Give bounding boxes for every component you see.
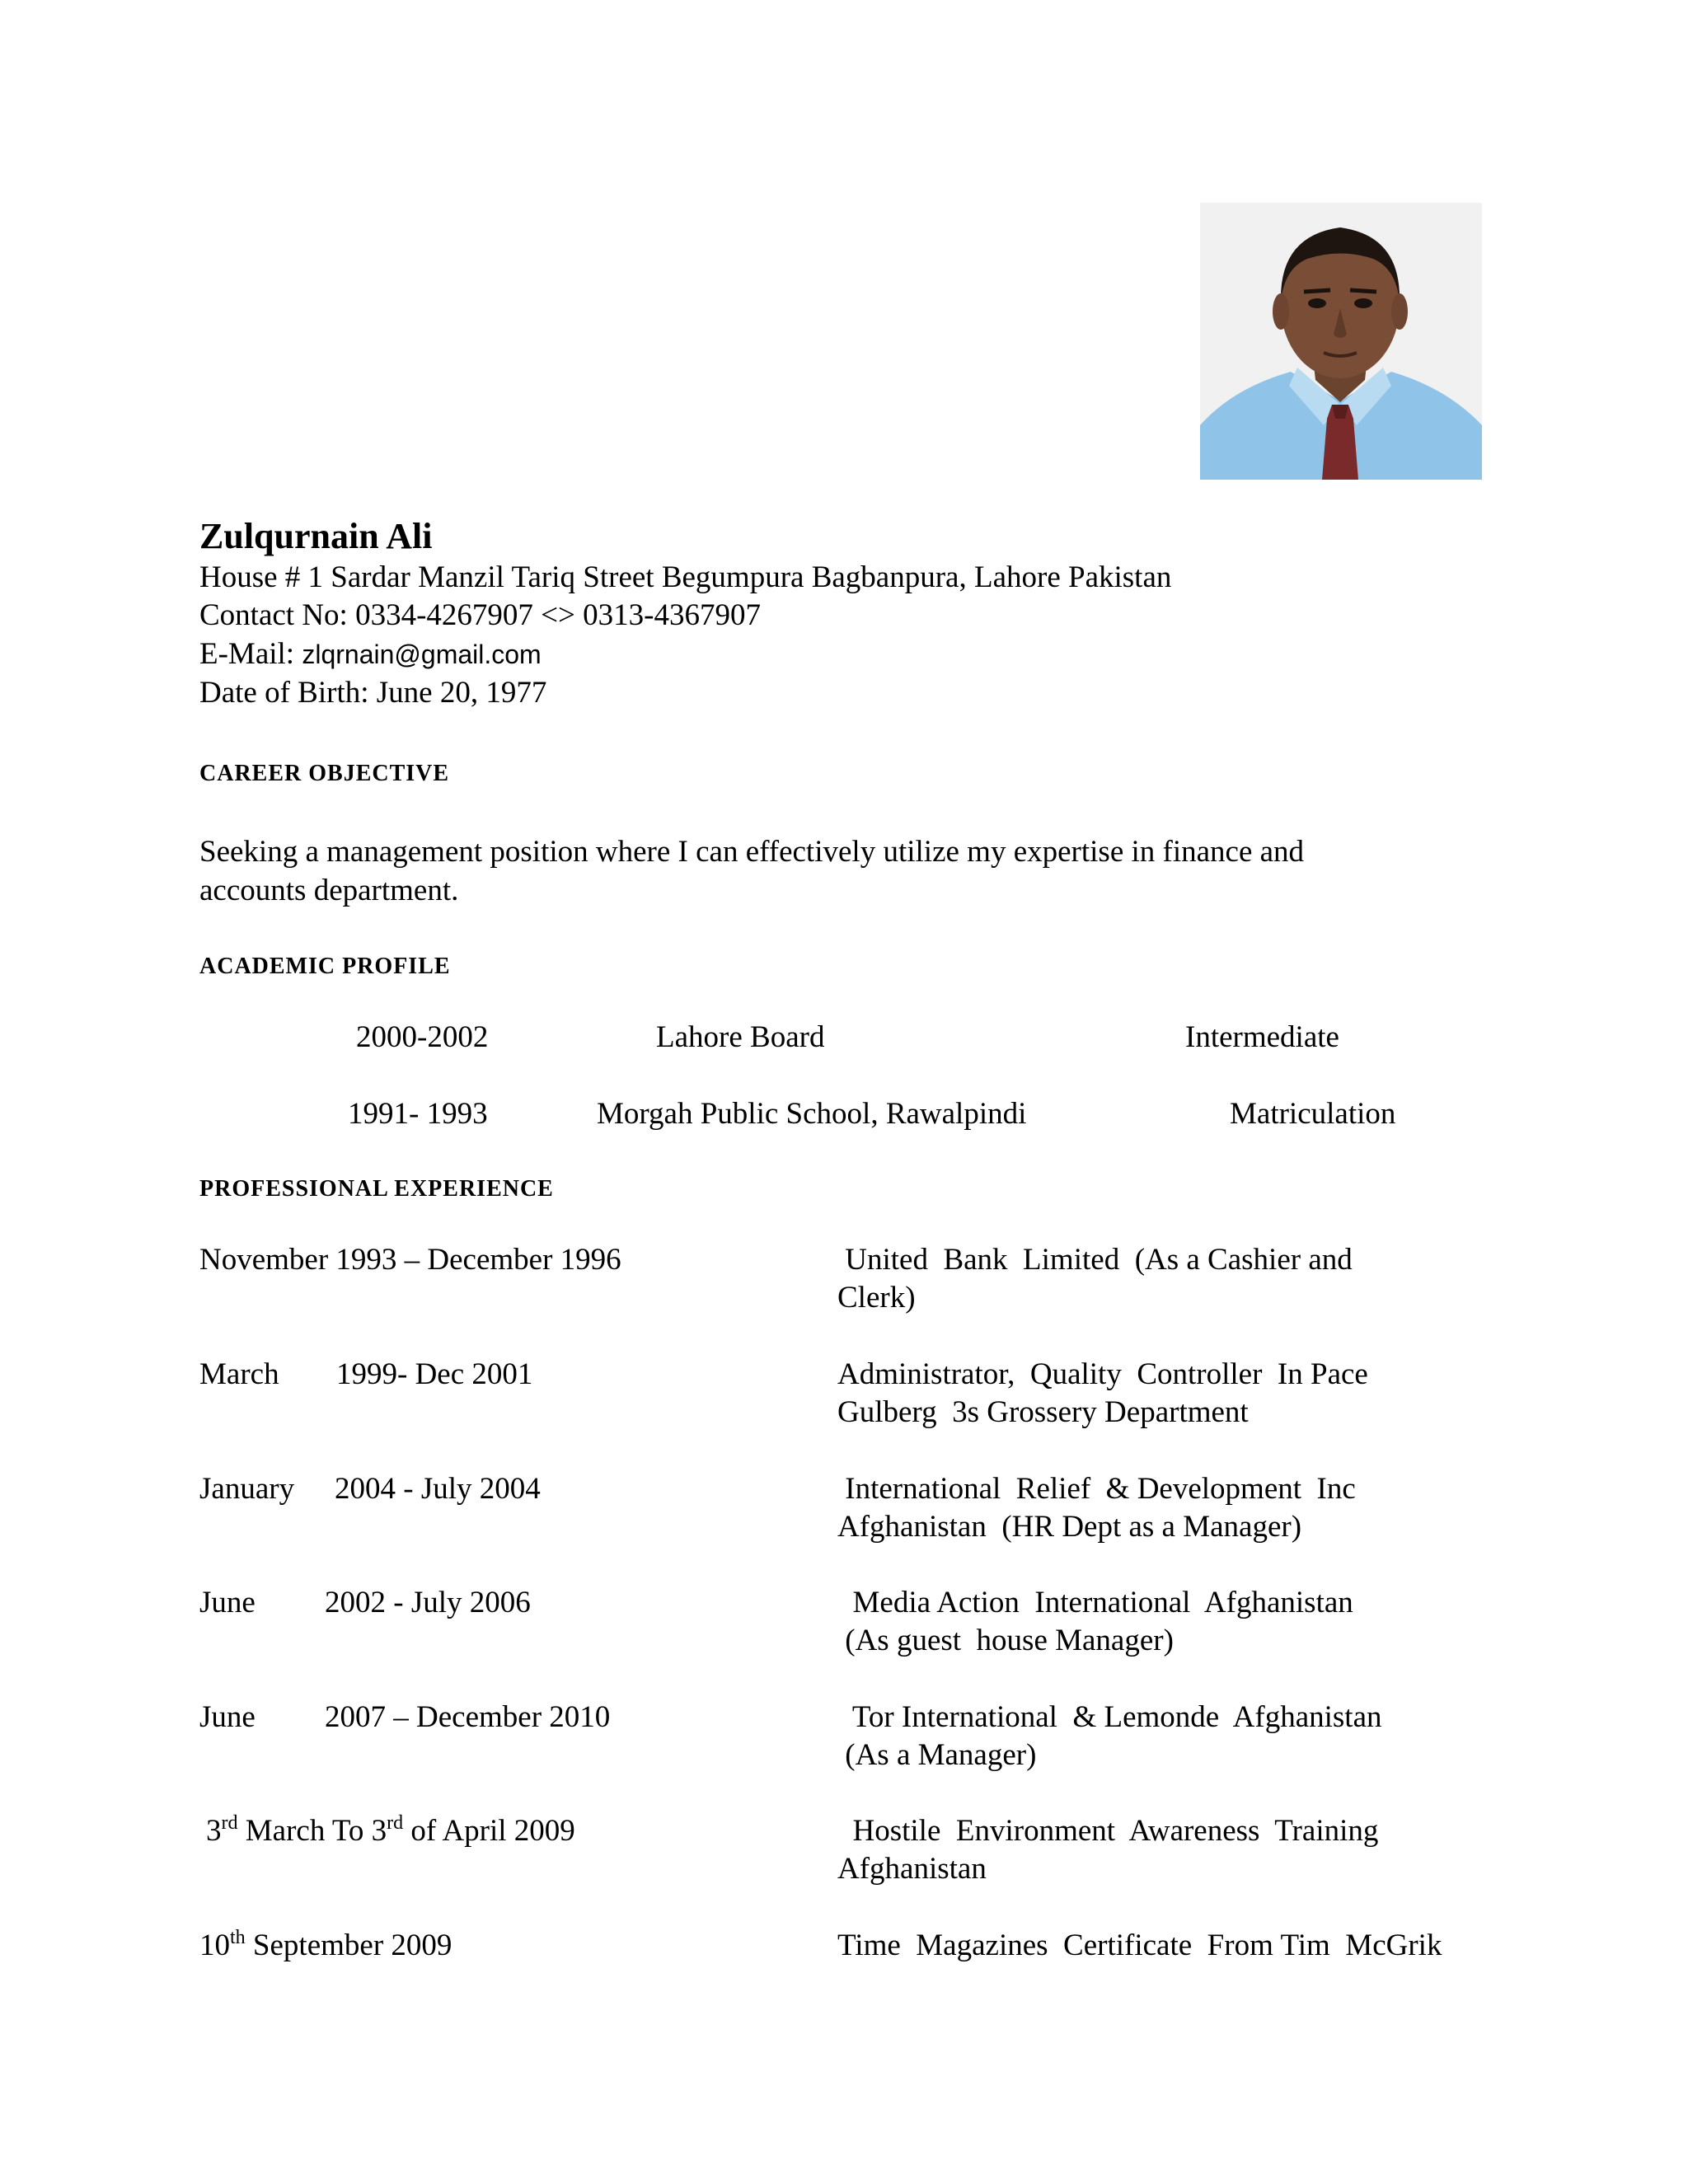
- contact-value: 0334-4267907 <> 0313-4367907: [355, 598, 761, 632]
- profile-photo: [1200, 203, 1482, 480]
- candidate-name: Zulqurnain Ali: [199, 516, 433, 556]
- email-line: [199, 635, 542, 673]
- training-period-rest: of April 2009: [403, 1814, 575, 1848]
- objective-line-2: accounts department.: [199, 874, 459, 907]
- academic-institution: Lahore Board: [656, 1020, 825, 1054]
- objective-line-1: Seeking a management position where I can effectively utilize my expertise in finance and: [199, 835, 1305, 869]
- experience-description-cont: Afghanistan (HR Dept as a Manager): [837, 1510, 1302, 1544]
- training-period: [206, 1812, 575, 1850]
- academic-profile-heading: ACADEMIC PROFILE: [199, 954, 451, 979]
- training-day: 3: [206, 1814, 222, 1848]
- training-period-mid: March To 3: [237, 1814, 387, 1848]
- experience-period-month: March: [199, 1357, 279, 1391]
- experience-period-month: June: [199, 1700, 256, 1734]
- address-line: House # 1 Sardar Manzil Tariq Street Begumpura Bagbanpura, Lahore Pakistan: [199, 560, 1172, 594]
- training-description: Hostile Environment Awareness Training: [837, 1814, 1379, 1848]
- experience-description: International Relief & Development Inc: [837, 1472, 1356, 1506]
- experience-description: United Bank Limited (As a Cashier and: [837, 1243, 1353, 1277]
- training-description-cont: Afghanistan: [837, 1852, 987, 1886]
- ordinal-suffix: rd: [221, 1812, 238, 1834]
- contact-label: Contact No:: [199, 598, 348, 632]
- portrait-image: [1200, 203, 1482, 480]
- experience-description-cont: (As guest house Manager): [837, 1624, 1174, 1657]
- experience-description: Tor International & Lemonde Afghanistan: [837, 1700, 1382, 1734]
- academic-years: 2000-2002: [356, 1020, 489, 1054]
- experience-period-range: 2002 - July 2006: [325, 1586, 531, 1619]
- experience-period-month: June: [199, 1586, 256, 1619]
- experience-description-cont: (As a Manager): [837, 1738, 1037, 1772]
- career-objective-heading: CAREER OBJECTIVE: [199, 761, 450, 786]
- dob-label: Date of Birth:: [199, 676, 369, 710]
- experience-period-range: 1999- Dec 2001: [336, 1357, 533, 1391]
- academic-level: Matriculation: [1230, 1097, 1396, 1131]
- dob-line: [199, 674, 546, 712]
- academic-years: 1991- 1993: [348, 1097, 488, 1131]
- professional-experience-heading: PROFESSIONAL EXPERIENCE: [199, 1176, 554, 1202]
- experience-description: Administrator, Quality Controller In Pace: [837, 1357, 1368, 1391]
- email-value: zlqrnain@gmail.com: [302, 640, 542, 669]
- experience-period-range: 2004 - July 2004: [335, 1472, 541, 1506]
- dob-value: June 20, 1977: [376, 676, 547, 710]
- ordinal-suffix: rd: [387, 1812, 404, 1834]
- experience-period-range: 2007 – December 2010: [325, 1700, 611, 1734]
- experience-description-cont: Clerk): [837, 1281, 916, 1315]
- academic-institution: Morgah Public School, Rawalpindi: [597, 1097, 1027, 1131]
- ordinal-suffix: th: [230, 1927, 246, 1948]
- experience-period-month: January: [199, 1472, 295, 1506]
- experience-period: November 1993 – December 1996: [199, 1243, 621, 1277]
- certificate-date-rest: September 2009: [245, 1929, 452, 1962]
- certificate-day: 10: [199, 1929, 230, 1962]
- experience-description-cont: Gulberg 3s Grossery Department: [837, 1395, 1249, 1429]
- experience-description: Media Action International Afghanistan: [837, 1586, 1353, 1619]
- email-label: E-Mail:: [199, 637, 295, 671]
- certificate-date: [199, 1927, 452, 1965]
- contact-line: [199, 597, 761, 635]
- academic-level: Intermediate: [1185, 1020, 1339, 1054]
- certificate-description: Time Magazines Certificate From Tim McGrik: [837, 1929, 1442, 1962]
